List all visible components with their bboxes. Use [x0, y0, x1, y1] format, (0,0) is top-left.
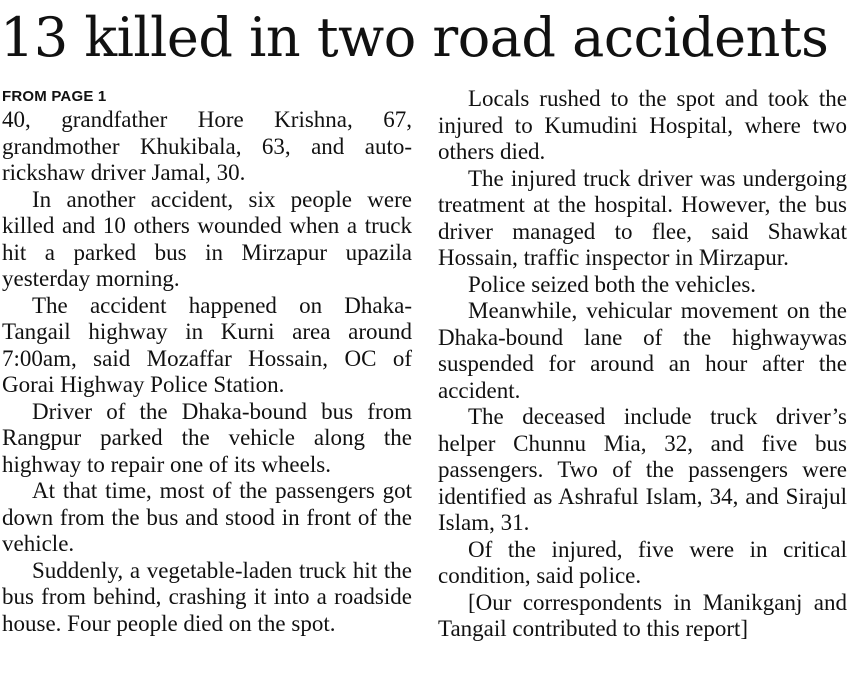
paragraph: At that time, most of the passengers got down from the bus and stood in front of the vehicle.	[2, 478, 412, 556]
paragraph: The injured truck driver was undergoing treatment at the hospital. However, the bus driver managed to flee, said Shawkat Hossain, traffic inspector in Mirzapur.	[438, 165, 847, 270]
headline: 13 killed in two road accidents	[0, 6, 829, 69]
paragraph: In another accident, six people were killed and 10 others wounded when a truck hit a parked bus in Mirzapur upazila yesterday morning.	[2, 186, 412, 291]
continuation-kicker: FROM PAGE 1	[2, 88, 107, 105]
paragraph: 40, grandfather Hore Krishna, 67, grandmother Khukibala, 63, and auto-rickshaw driver Jamal, 30.	[2, 107, 412, 185]
paragraph: Driver of the Dhaka-bound bus from Rangpur parked the vehicle along the highway to repair one of its wheels.	[2, 398, 412, 477]
paragraph: The accident happened on Dhaka-Tangail highway in Kurni area around 7:00am, said Mozaffar Hossain, OC of Gorai Highway Police Station.	[2, 292, 412, 397]
paragraph: Meanwhile, vehicular movement on the Dhaka-bound lane of the highwaywas suspended for around an hour after the accident.	[438, 298, 847, 403]
paragraph: Locals rushed to the spot and took the injured to Kumudini Hospital, where two others died.	[438, 86, 847, 164]
paragraph: Suddenly, a vegetable-laden truck hit the bus from behind, crashing it into a roadside house. Four people died on the spot.	[2, 557, 412, 636]
paragraph: Of the injured, five were in critical condition, said police.	[438, 536, 847, 588]
article-column-left	[2, 86, 412, 637]
paragraph: Police seized both the vehicles.	[468, 271, 757, 297]
article-column-right	[438, 86, 847, 643]
contributor-note: [Our correspondents in Manikganj and Tangail contributed to this report]	[438, 589, 847, 641]
paragraph: The deceased include truck driver’s helper Chunnu Mia, 32, and five bus passengers. Two of the passengers were identified as Ashraful Islam, 34, and Sirajul Islam, 31.	[438, 404, 847, 535]
